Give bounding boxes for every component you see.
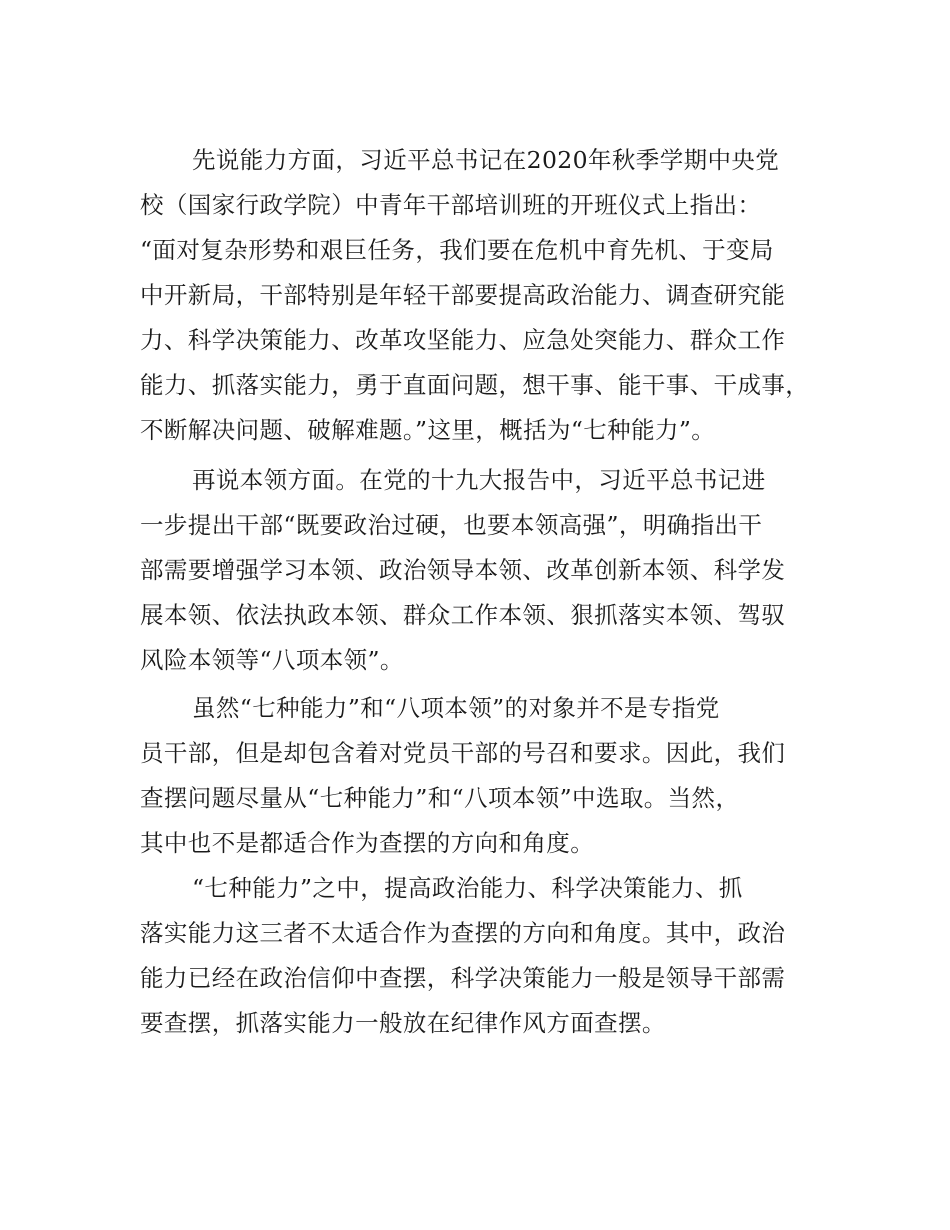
paragraph-line: 能力已经在政治信仰中查摆，科学决策能力一般是领导干部需 bbox=[140, 964, 786, 992]
paragraph-line: 风险本领等“八项本领”。 bbox=[140, 646, 404, 674]
paragraph-line: 校（国家行政学院）中青年干部培训班的开班仪式上指出： bbox=[140, 191, 762, 219]
paragraph-line: 先说能力方面，习近平总书记在2020年秋季学期中央党 bbox=[192, 146, 780, 174]
paragraph-line: 展本领、依法执政本领、群众工作本领、狠抓落实本领、驾驭 bbox=[140, 601, 786, 629]
paragraph-line: 落实能力这三者不太适合作为查摆的方向和角度。其中，政治 bbox=[140, 919, 786, 947]
paragraph-line: 查摆问题尽量从“七种能力”和“八项本领”中选取。当然， bbox=[140, 784, 740, 812]
paragraph-line: 部需要增强学习本领、政治领导本领、改革创新本领、科学发 bbox=[140, 556, 786, 584]
paragraph-line: 再说本领方面。在党的十九大报告中，习近平总书记进 bbox=[192, 466, 766, 494]
paragraph-line: “七种能力”之中，提高政治能力、科学决策能力、抓 bbox=[192, 874, 743, 902]
paragraph-line: 要查摆，抓落实能力一般放在纪律作风方面查摆。 bbox=[140, 1009, 666, 1037]
paragraph-line: 力、科学决策能力、改革攻坚能力、应急处突能力、群众工作 bbox=[140, 326, 786, 354]
paragraph-line: 其中也不是都适合作为查摆的方向和角度。 bbox=[140, 829, 595, 857]
paragraph-line: 不断解决问题、破解难题。”这里，概括为“七种能力”。 bbox=[140, 416, 716, 444]
paragraph-seven-abilities bbox=[140, 138, 830, 453]
paragraph-line: 员干部，但是却包含着对党员干部的号召和要求。因此，我们 bbox=[140, 739, 786, 767]
paragraph-line: 能力、抓落实能力，勇于直面问题，想干事、能干事、干成事， bbox=[140, 371, 810, 399]
paragraph-excluded-abilities bbox=[140, 866, 830, 1046]
paragraph-line: 虽然“七种能力”和“八项本领”的对象并不是专指党 bbox=[192, 694, 720, 722]
paragraph-line: 中开新局，干部特别是年轻干部要提高政治能力、调查研究能 bbox=[140, 281, 786, 309]
paragraph-line: “面对复杂形势和艰巨任务，我们要在危机中育先机、于变局 bbox=[140, 236, 774, 264]
paragraph-selection-scope bbox=[140, 686, 830, 866]
paragraph-line: 一步提出干部“既要政治过硬，也要本领高强”，明确指出干 bbox=[140, 511, 763, 539]
paragraph-eight-skills bbox=[140, 458, 830, 683]
